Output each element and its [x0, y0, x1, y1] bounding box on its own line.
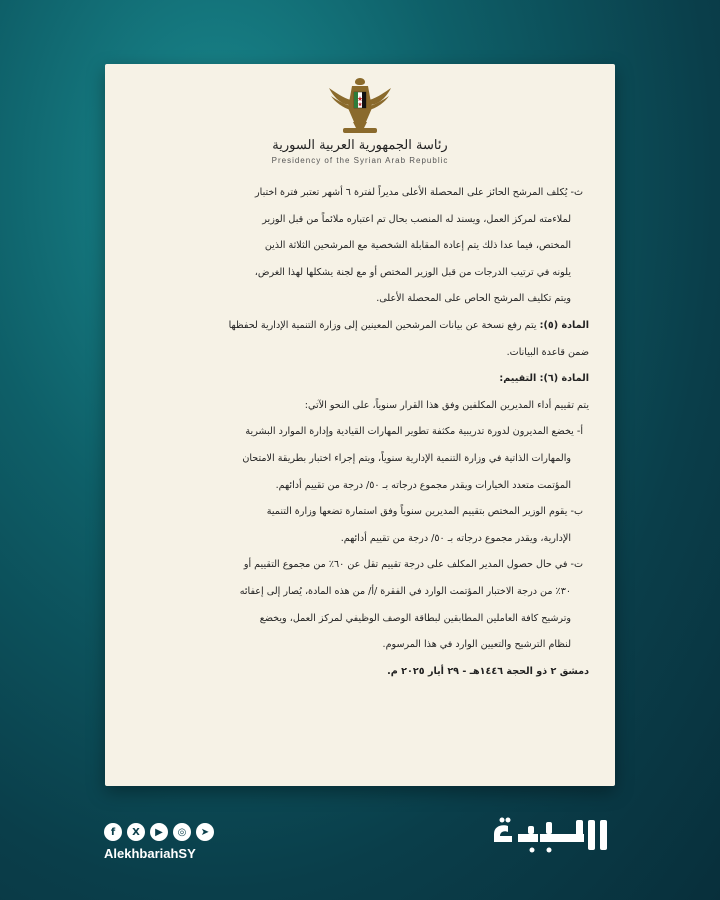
text-line: المختص، فيما عدا ذلك يتم إعادة المقابلة الشخصية مع المرشحين الثلاثة الذين: [264, 240, 571, 252]
clause-b-line: ب- يقوم الوزير المختص بتقييم المديرين سنوياً وفق استمارة تضعها وزارة التنمية: [266, 506, 583, 518]
syrian-eagle-emblem-icon: [325, 74, 395, 136]
article-6-heading: المادة (٦): التقييم:: [499, 373, 589, 385]
text-line: يلونه في ترتيب الدرجات من قبل الوزير المختص أو مع لجنة يشكلها لهذا الغرض،: [254, 266, 571, 278]
instagram-icon[interactable]: ◎: [173, 823, 191, 841]
clause-a-line: أ- يخضع المديرون لدورة تدريبية مكثفة تطوير المهارات القيادية وإدارة الموارد البشرية: [245, 426, 583, 438]
article-6-intro: يتم تقييم أداء المديرين المكلفين وفق هذا القرار سنوياً، على النحو الآتي:: [304, 399, 589, 411]
decree-body: [131, 180, 589, 685]
clause-a-line: والمهارات الذاتية في وزارة التنمية الإدارية سنوياً، ويتم إجراء اختبار بطريقة الامتحان: [242, 452, 571, 464]
x-icon[interactable]: X: [127, 823, 145, 841]
article-5-heading: المادة (٥):: [539, 319, 589, 331]
date-line: دمشق ٢ ذو الحجة ١٤٤٦هـ - ٢٩ أيار ٢٠٢٥ م.: [387, 665, 589, 677]
text-line: ث- يُكلف المرشح الحائز على المحصلة الأعلى مديراً لفترة ٦ أشهر تعتبر فترة اختبار: [255, 187, 583, 198]
clause-a-line: المؤتمت متعدد الخيارات ويقدر مجموع درجاته بـ ٥٠/ درجة من تقييم أدائهم.: [275, 479, 571, 491]
facebook-icon[interactable]: f: [104, 823, 122, 841]
article-5-line-2: ضمن قاعدة البيانات.: [506, 346, 589, 358]
text-line: لملاءمته لمركز العمل، ويسند له المنصب بحال تم اعتباره ملائماً من قبل الوزير: [262, 213, 571, 225]
clause-c-line: ٣٠٪ من درجة الاختبار المؤتمت الوارد في الفقرة /أ/ من هذه المادة، يُصار إلى إعفائه: [239, 585, 571, 597]
clause-c-line: وترشيح كافة العاملين المطابقين لبطاقة الوصف الوظيفي لمركز العمل، ويخضع: [259, 612, 571, 624]
clause-b-line: الإدارية، ويقدر مجموع درجاته بـ ٥٠/ درجة من تقييم أدائهم.: [340, 532, 571, 544]
alekhbariah-logo: [488, 812, 618, 862]
decree-page: [105, 64, 615, 786]
clause-c-line: ت- في حال حصول المدير المكلف على درجة تقييم تقل عن ٦٠٪ من مجموع التقييم أو: [243, 559, 583, 571]
text-line: ويتم تكليف المرشح الحاص على المحصلة الأعلى.: [376, 293, 571, 305]
social-links: [104, 823, 214, 841]
clause-c-line: لنظام الترشيح والتعيين الوارد في هذا المرسوم.: [382, 639, 571, 651]
article-5-text: يتم رفع نسخة عن بيانات المرشحين المعينين إلى وزارة التنمية الإدارية لحفظها: [228, 319, 540, 331]
presidency-title-english: Presidency of the Syrian Arab Republic: [271, 156, 449, 165]
youtube-icon[interactable]: ▶: [150, 823, 168, 841]
article-5: [131, 313, 589, 340]
telegram-icon[interactable]: ➤: [196, 823, 214, 841]
account-handle[interactable]: AlekhbariahSY: [104, 846, 196, 861]
presidency-title-arabic: رئاسة الجمهورية العربية السورية: [272, 138, 448, 153]
